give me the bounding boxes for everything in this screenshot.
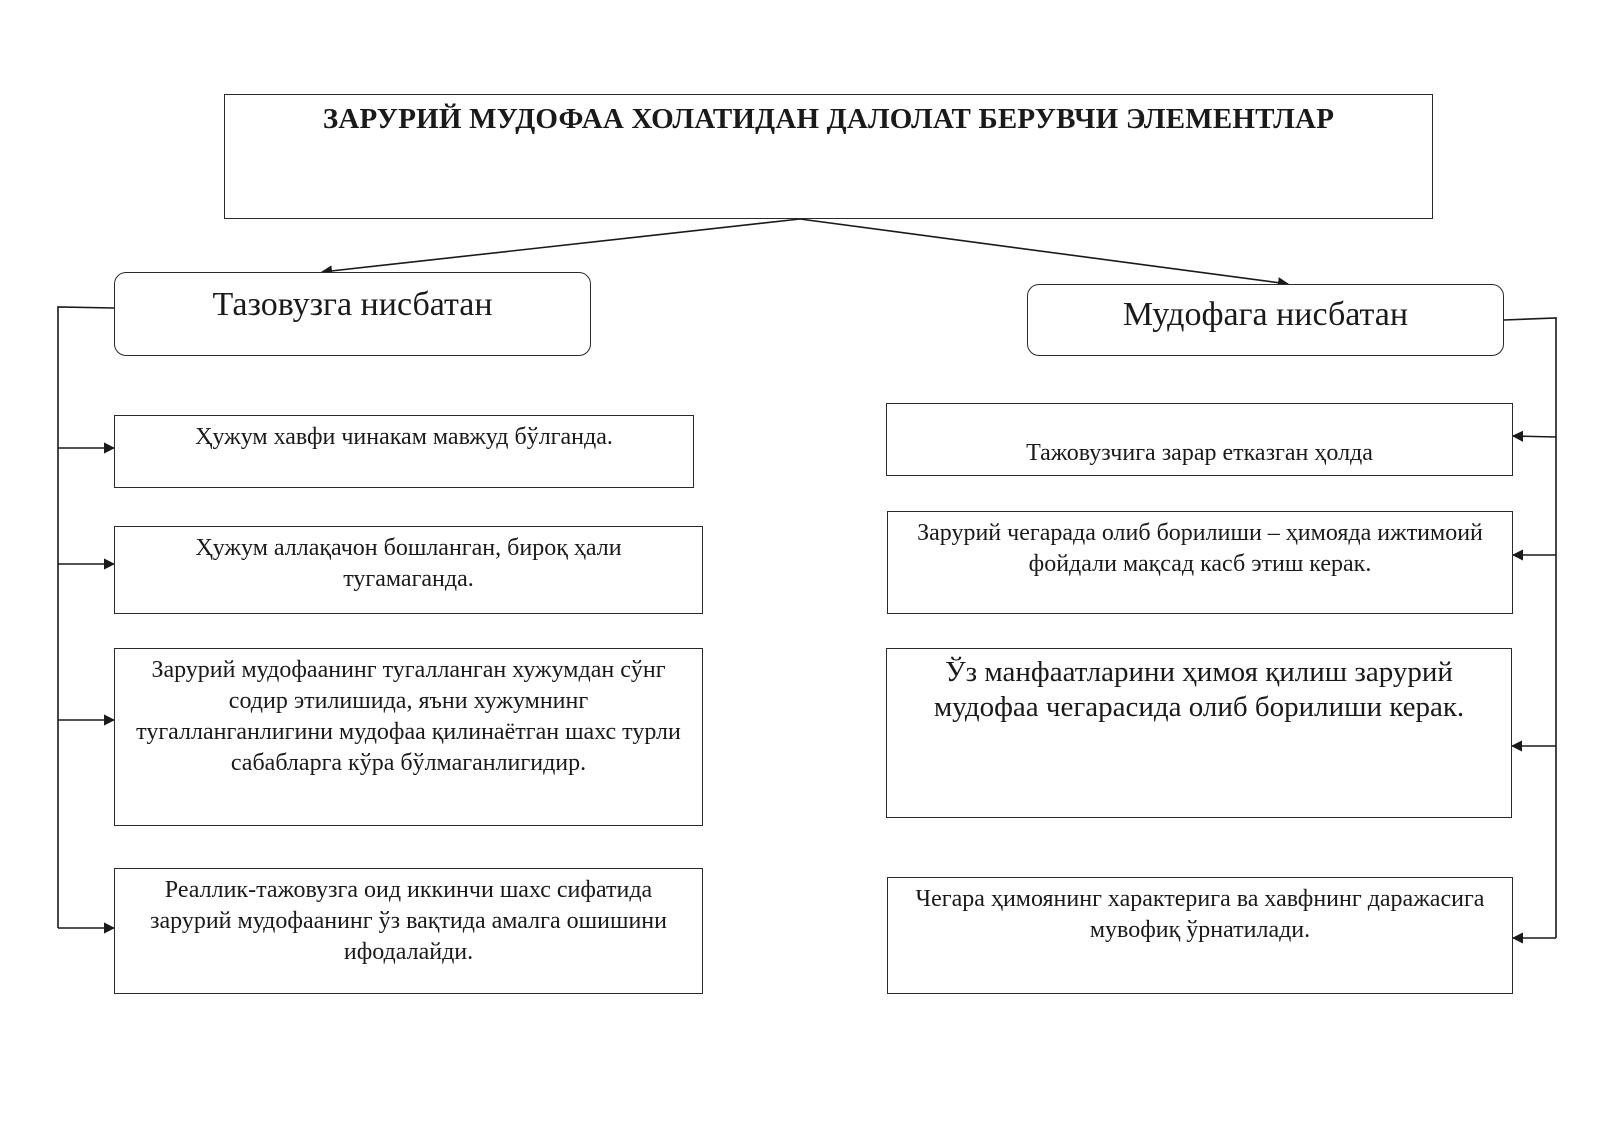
left-item-text: Ҳужум хавфи чинакам мавжуд бўлганда.	[195, 424, 613, 450]
left-branch-box	[114, 272, 591, 356]
title-box	[224, 94, 1433, 219]
left-item-box-1	[114, 415, 694, 488]
right-item-box-3	[886, 648, 1512, 818]
left-item-box-2	[114, 526, 703, 614]
right-item-text: Чегара ҳимоянинг характерига ва хавфнинг даражасига мувофиқ ўрнатилади.	[915, 886, 1485, 943]
left-item-box-3	[114, 648, 703, 826]
right-item-box-1	[886, 403, 1513, 476]
arrow-title-to-right-branch	[800, 219, 1288, 284]
diagram-title: ЗАРУРИЙ МУДОФАА ХОЛАТИДАН ДАЛОЛАТ БЕРУВЧИ ЭЛЕМЕНТЛАР	[322, 103, 1335, 135]
left-item-text: Ҳужум аллақачон бошланган, бироқ ҳали тугамаганда.	[195, 535, 622, 592]
right-item-box-2	[887, 511, 1513, 614]
right-item-text: Зарурий чегарада олиб борилиши – ҳимояда ижтимоий фойдали мақсад касб этиш керак.	[917, 520, 1483, 577]
right-item-text: Тажовузчига зарар етказган ҳолда	[1026, 440, 1373, 466]
arrow-title-to-left-branch	[322, 219, 800, 272]
left-item-text: Зарурий мудофаанинг тугалланган хужумдан сўнг содир этилишида, яъни хужумнинг тугалланганлигини мудофаа қилинаётган шахс турли сабабларга кўра бўлмаганлигидир.	[136, 657, 681, 776]
right-branch-box	[1027, 284, 1504, 356]
left-item-box-4	[114, 868, 703, 994]
right-item-box-4	[887, 877, 1513, 994]
arrow-right-item-1	[1513, 436, 1556, 437]
left-item-text: Реаллик-тажовузга оид иккинчи шахс сифатида зарурий мудофаанинг ўз вақтида амалга ошишини ифодалайди.	[150, 877, 667, 965]
left-branch-label: Тазовузга нисбатан	[212, 286, 493, 323]
right-branch-label: Мудофага нисбатан	[1122, 296, 1409, 333]
right-item-text: Ўз манфаатларини ҳимоя қилиш зарурий мудофаа чегарасида олиб борилиши керак.	[933, 656, 1465, 723]
left-rail	[58, 307, 114, 928]
